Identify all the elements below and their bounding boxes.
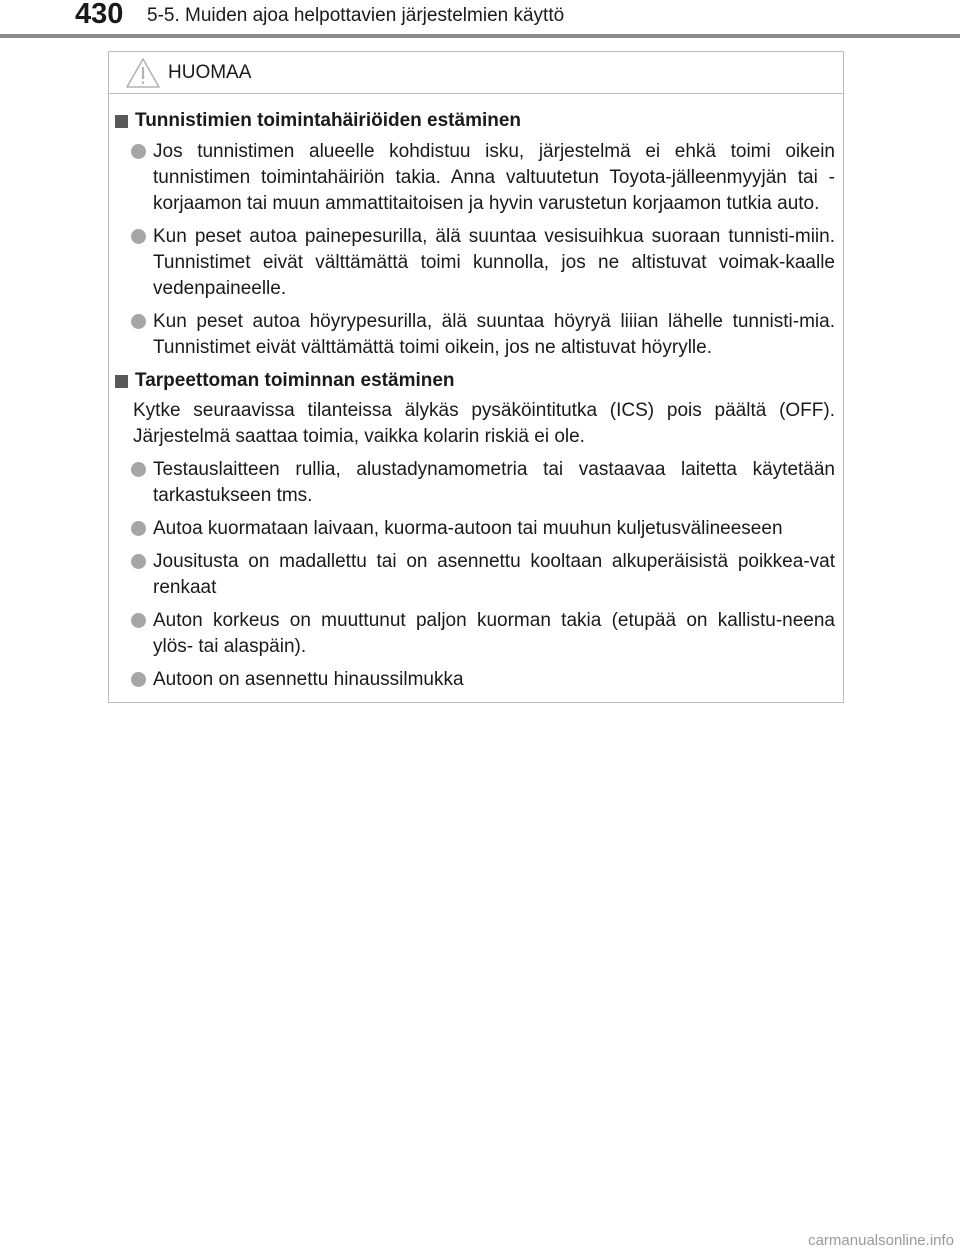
notice-label: HUOMAA [168, 62, 252, 83]
list-item [109, 608, 843, 660]
notice-box [108, 51, 844, 703]
list-item-text: Kun peset autoa painepesurilla, älä suuntaa vesisuihkua suoraan tunnisti-miin. Tunnistimet eivät välttämättä toimi kunnolla, jos ne altistuvat voimak-kaalle vedenpaineelle. [153, 226, 835, 299]
notice-body [109, 94, 843, 693]
section-unnecessary-operation [109, 368, 843, 693]
list-item-text: Jos tunnistimen alueelle kohdistuu isku, järjestelmä ei ehkä toimi oikein tunnistimen toimintahäiriön takia. Anna valtuutetun Toyota-jälleenmyyjän tai -korjaamon tai muun ammattitaitoisen ja hyvin varustetun korjaamon tutkia auto. [153, 141, 835, 214]
chapter-title: 5-5. Muiden ajoa helpottavien järjestelmien käyttö [147, 5, 565, 26]
circle-bullet-icon [131, 314, 146, 329]
list-item [109, 224, 843, 302]
circle-bullet-icon [131, 229, 146, 244]
list-item [109, 549, 843, 601]
list-item [109, 309, 843, 361]
list-item-text: Kun peset autoa höyrypesurilla, älä suuntaa höyryä liiian lähelle tunnisti-mia. Tunnistimet eivät välttämättä toimi oikein, jos ne altistuvat höyrylle. [153, 311, 835, 358]
list-item-text: Testauslaitteen rullia, alustadynamometria tai vastaavaa laitetta käytetään tarkastukseen tms. [153, 459, 835, 506]
circle-bullet-icon [131, 462, 146, 477]
page-header [0, 0, 960, 40]
section-sensor-malfunction [109, 108, 843, 361]
section-heading-text: Tarpeettoman toiminnan estäminen [135, 370, 455, 391]
list-item [109, 667, 843, 693]
circle-bullet-icon [131, 554, 146, 569]
circle-bullet-icon [131, 521, 146, 536]
square-bullet-icon [115, 115, 128, 128]
page-number: 430 [75, 0, 124, 30]
section-intro: Kytke seuraavissa tilanteissa älykäs pysäköintitutka (ICS) pois päältä (OFF). Järjestelmä saattaa toimia, vaikka kolarin riskiä ei ole. [133, 400, 835, 447]
list-item [109, 516, 843, 542]
notice-header [109, 52, 843, 94]
list-item [109, 457, 843, 509]
header-rule [0, 34, 960, 38]
section-heading [109, 368, 843, 394]
list-item [109, 139, 843, 217]
circle-bullet-icon [131, 672, 146, 687]
list-item-text: Auton korkeus on muuttunut paljon kuorman takia (etupää on kallistu-neena ylös- tai alaspäin). [153, 610, 835, 657]
circle-bullet-icon [131, 144, 146, 159]
warning-triangle-icon [125, 57, 161, 89]
circle-bullet-icon [131, 613, 146, 628]
list-item-text: Autoon on asennettu hinaussilmukka [153, 669, 464, 690]
list-item-text: Autoa kuormataan laivaan, kuorma-autoon tai muuhun kuljetusvälineeseen [153, 518, 783, 539]
square-bullet-icon [115, 375, 128, 388]
list-item-text: Jousitusta on madallettu tai on asennettu kooltaan alkuperäisistä poikkea-vat renkaat [153, 551, 835, 598]
section-heading [109, 108, 843, 134]
section-heading-text: Tunnistimien toimintahäiriöiden estäminen [135, 110, 522, 131]
watermark: carmanualsonline.info [808, 1232, 954, 1249]
